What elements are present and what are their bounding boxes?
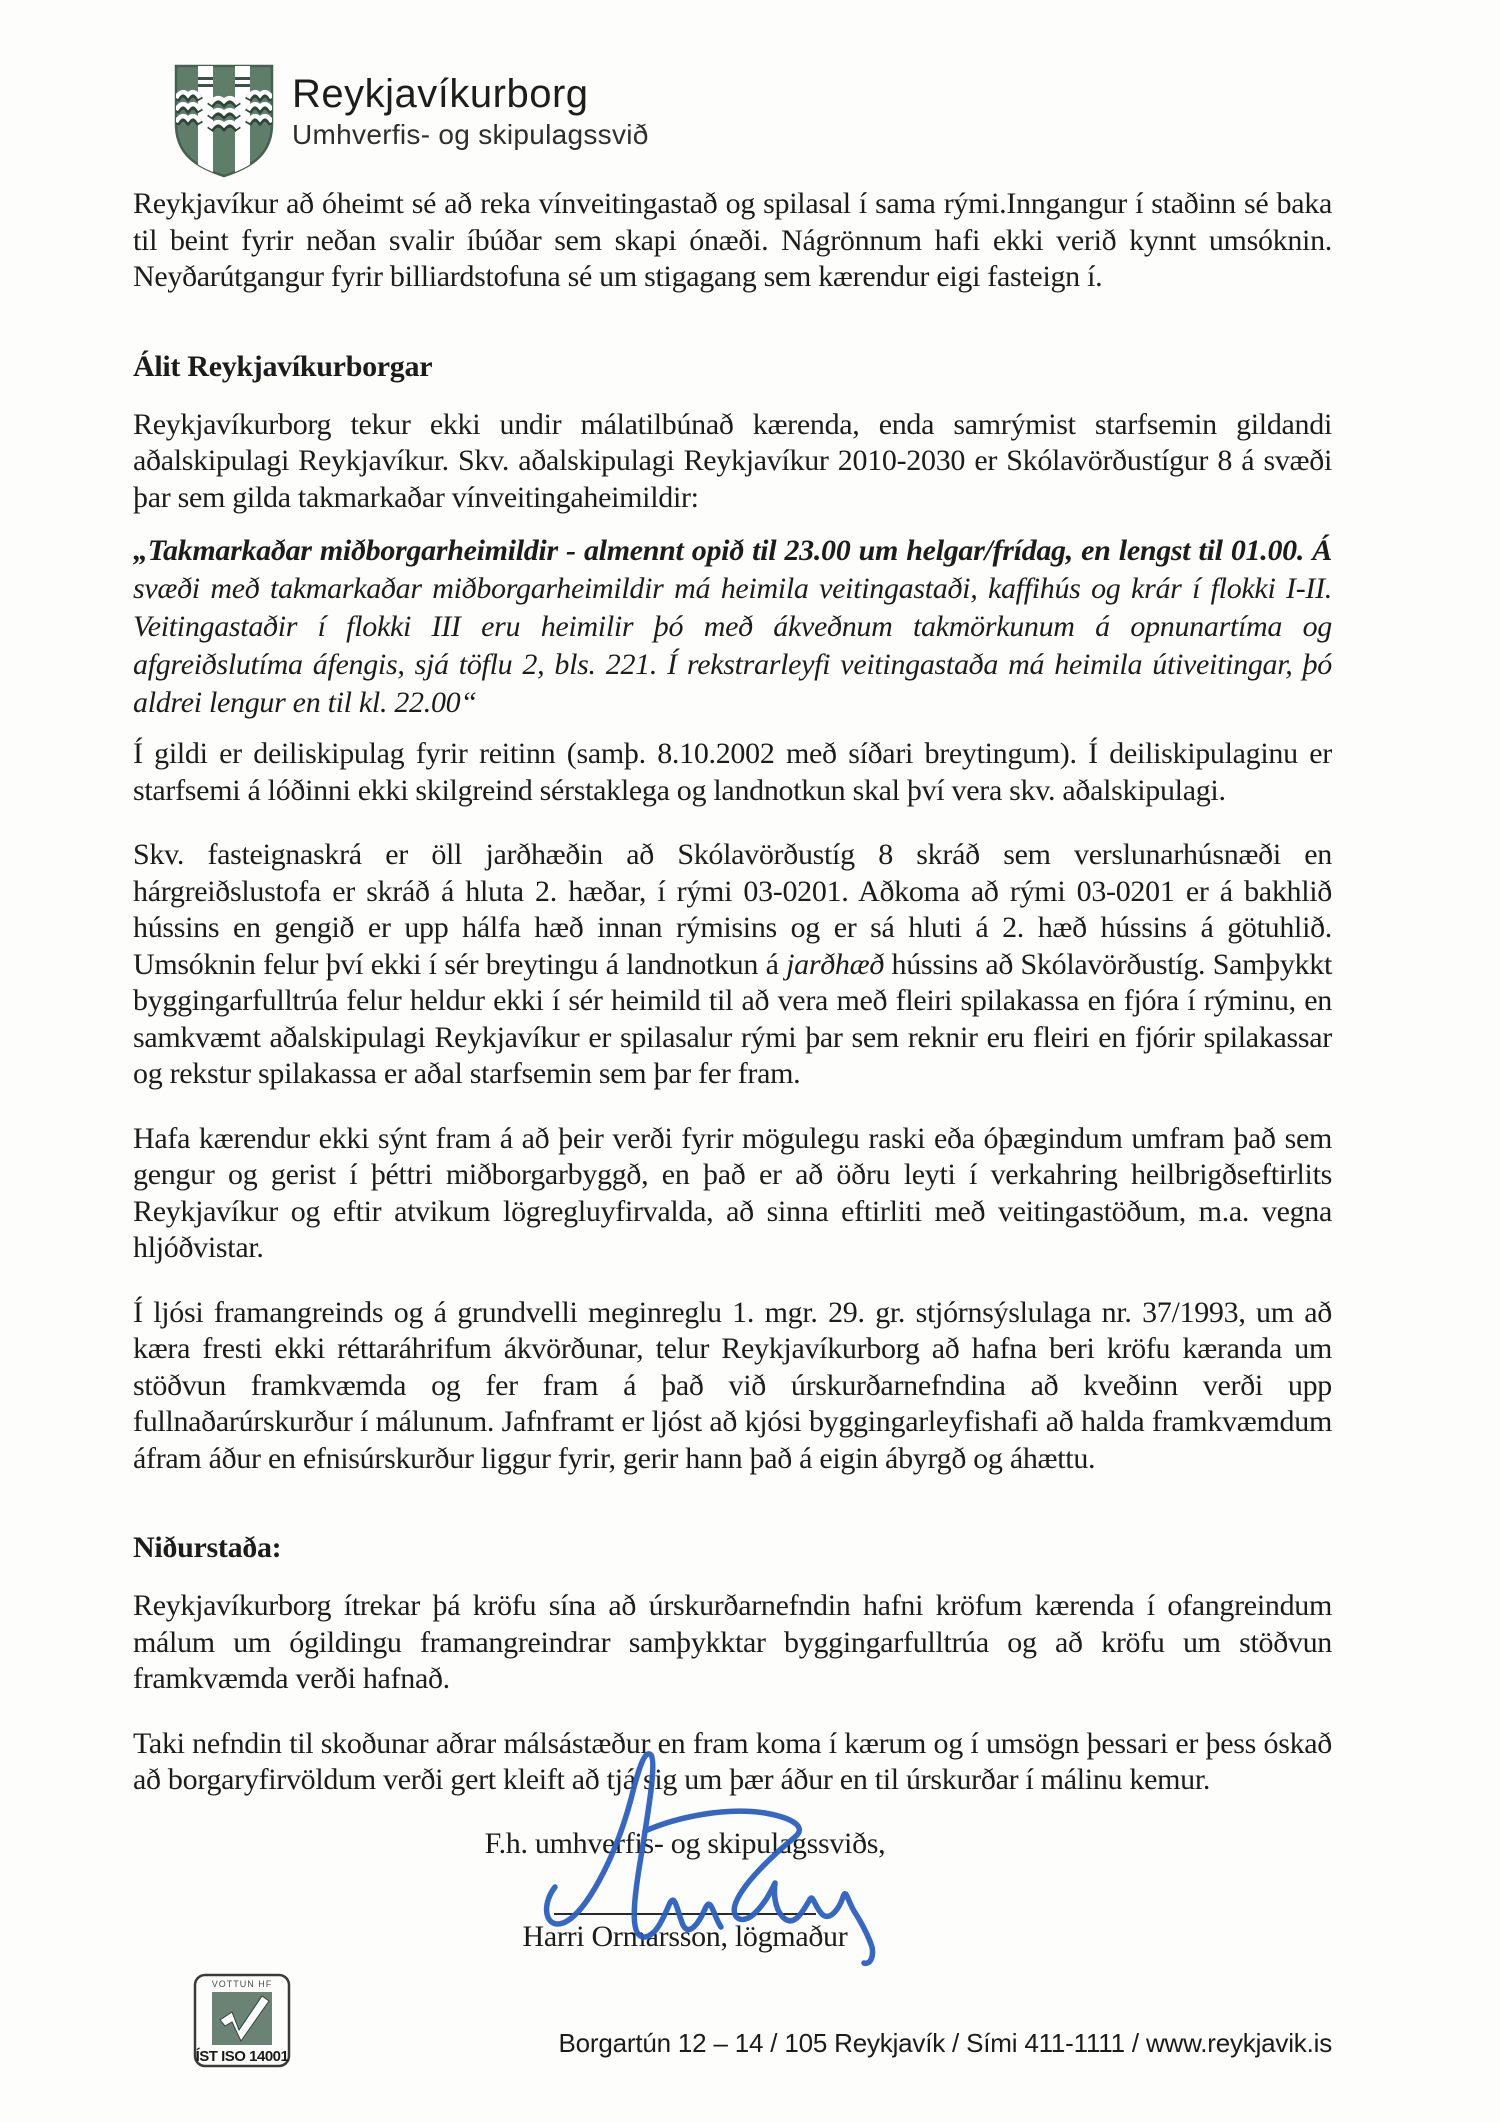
badge-top-label: VOTTUN HF [211, 1979, 273, 1989]
reykjavik-coat-of-arms-logo [170, 62, 278, 180]
paragraph-fasteignaskra-pre: Skv. fasteignaskrá er öll jarðhæðin að Skólavörðustíg 8 skráð sem verslunarhúsnæði en hárgreiðslustofa er skráð á hluta 2. hæðar, í rými 03-0201. Aðkoma að rými 03-0201 er á bakhlið hússins en gengið er upp hálfa hæð innan rýmisins og er sá hluti á 2. hæð hússins á götuhlið. Umsóknin felur því ekki í sér breytingu á landnotkun á [133, 838, 1332, 981]
signoff-line: F.h. umhverfis- og skipulagssviðs, [484, 1826, 886, 1860]
paragraph-fasteignaskra [133, 837, 1332, 1093]
signer-name: Harri Ormarsson, lögmaður [522, 1919, 848, 1953]
section-heading-alit: Álit Reykjavíkurborgar [133, 349, 433, 383]
signature-rule [554, 1913, 816, 1915]
org-department: Umhverfis- og skipulagssvið [292, 119, 649, 150]
paragraph-alit: Reykjavíkurborg tekur ekki undir málatilbúnað kærenda, enda samrýmist starfsemin gildandi aðalskipulagi Reykjavíkur. Skv. aðalskipulagi Reykjavíkur 2010-2030 er Skólavörðustígur 8 á svæði þar sem gilda takmarkaðar vínveitingaheimildir: [133, 407, 1332, 514]
paragraph-ljosi: Í ljósi framangreinds og á grundvelli meginreglu 1. mgr. 29. gr. stjórnsýslulaga nr. 37/1993, um að kæra fresti ekki réttaráhrifum ákvörðunar, telur Reykjavíkurborg að hafna beri kröfu kæranda um stöðvun framkvæmda og fer fram á það við úrskurðarnefndina að kveðinn verði upp fullnaðarúrskurður í málunum. Jafnframt er ljóst að kjósi byggingarleyfishafi að halda framkvæmdum áfram áður en efnisúrskurður liggur fyrir, gerir hann það á eigin ábyrgð og áhættu. [133, 1295, 1332, 1475]
brand-header [292, 72, 649, 151]
paragraph-deiliskipulag: Í gildi er deiliskipulag fyrir reitinn (samþ. 8.10.2002 með síðari breytingum). Í deiliskipulaginu er starfsemi á lóðinni ekki skilgreind sérstaklega og landnotkun skal því vera skv. aðalskipulagi. [133, 737, 1332, 807]
paragraph-kaerendur: Hafa kærendur ekki sýnt fram á að þeir verði fyrir mögulegu raski eða óþægindum umfram það sem gengur og gerist í þéttri miðborgarbyggð, en það er að öðru leyti í verkahring heilbrigðseftirlits Reykjavíkur og eftir atvikum lögregluyfirvalda, að sinna eftirliti með veitingastöðum, m.a. vegna hljóðvistar. [133, 1121, 1332, 1264]
footer-address: Borgartún 12 – 14 / 105 Reykjavík / Sími 411-1111 / www.reykjavik.is [558, 2028, 1332, 2058]
paragraph-taki: Taki nefndin til skoðunar aðrar málsástæður en fram koma í kærum og í umsögn þessari er þess óskað að borgaryfirvöldum verði gert kleift að tjá sig um þær áður en til úrskurðar í málinu kemur. [133, 1726, 1332, 1796]
signature-block [435, 1825, 935, 1955]
paragraph-intro: Reykjavíkur að óheimt sé að reka vínveitingastað og spilasal í sama rými.Inngangur í staðinn sé baka til beint fyrir neðan svalir íbúðar sem skapi ónæði. Nágrönnum hafi ekki verið kynnt umsóknin. Neyðarútgangur fyrir billiardstofuna sé um stigagang sem kærendur eigi fasteign í. [133, 187, 1332, 293]
paragraph-nidurstada: Reykjavíkurborg ítrekar þá kröfu sína að úrskurðarnefndin hafni kröfum kærenda í ofangreindum málum um ógildingu framangreindrar samþykktar byggingarfulltrúa og að kröfu um stöðvun framkvæmda verði hafnað. [133, 1589, 1332, 1695]
iso-14001-certification-badge [192, 1972, 292, 2069]
paragraph-fasteignaskra-italic: jarðhæð [786, 947, 885, 981]
quote-rest-segment: svæði með takmarkaðar miðborgarheimildir má heimila veitingastaði, kaffihús og krár í flokki I-II. Veitingastaðir í flokki III eru heimilir þó með ákveðnum takmörkunum á opnunartíma og afgreiðslutíma áfengis, sjá töflu 2, bls. 221. Í rekstrarleyfi veitingastaða má heimila útiveitingar, þó aldrei lengur en til kl. 22.00“ [133, 572, 1332, 719]
quote-bold-segment: „Takmarkaðar miðborgarheimildir - almennt opið til 23.00 um helgar/frídag, en lengst til 01.00. Á [133, 534, 1332, 567]
paragraph-fasteignaskra-post: hússins að Skólavörðustíg. Samþykkt byggingarfulltrúa felur heldur ekki í sér heimild til að vera með fleiri spilakassa en fjóra í rýminu, en samkvæmt aðalskipulagi Reykjavíkur er spilasalur rými þar sem reknir eru fleiri en fjórir spilakassar og rekstur spilakassa er aðal starfsemin sem þar fer fram. [133, 947, 1332, 1090]
quote-block [133, 532, 1332, 722]
org-name: Reykjavíkurborg [292, 72, 589, 116]
section-heading-nidurstada: Niðurstaða: [133, 1531, 282, 1564]
badge-bottom-label: ÍST ISO 14001 [195, 2048, 289, 2065]
